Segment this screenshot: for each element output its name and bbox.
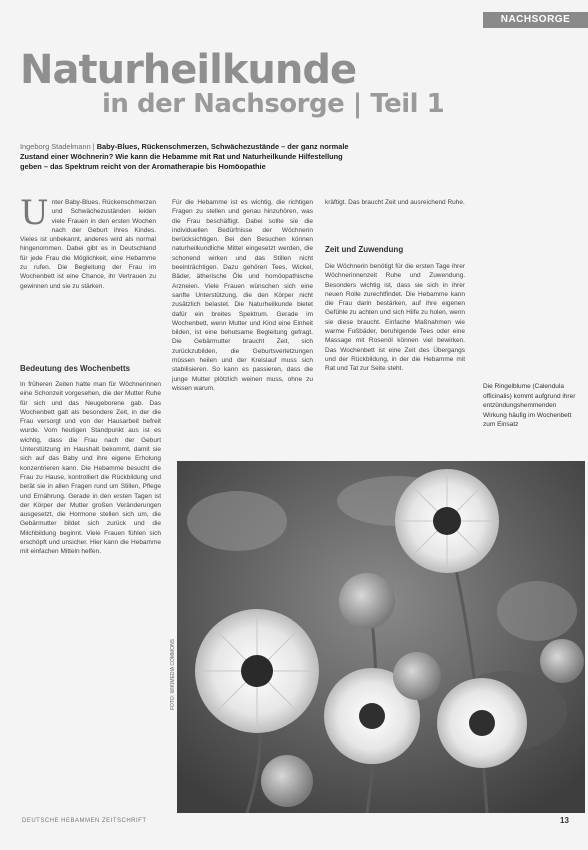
photo-credit: FOTO: WIKIMEDIA COMMONS — [170, 638, 176, 710]
column-1-body — [20, 380, 161, 804]
article-subtitle: in der Nachsorge | Teil 1 — [102, 89, 445, 119]
column-3-intro — [325, 198, 465, 220]
lead-text: Baby-Blues, Rückenschmerzen, Schwächezustände – der ganz normale Zustand einer Wöchnerin? Wie kann die Hebamme mit Rat und Naturheilkunde Hilfestellung geben – das Spektrum reicht von der Aromatherapie bis Homöopathie — [20, 142, 349, 171]
footer-journal: DEUTSCHE HEBAMMEN ZEITSCHRIFT — [22, 818, 147, 824]
section-tab: NACHSORGE — [483, 12, 588, 28]
subhead-bedeutung: Bedeutung des Wochenbetts — [20, 364, 131, 373]
lead-separator: | — [90, 142, 97, 151]
author-name: Ingeborg Stadelmann — [20, 142, 91, 151]
column-3-body-text: Die Wöchnerin benötigt für die ersten Tage ihrer Wöchnerinnenzeit Ruhe und Zuwendung. Besonders wichtig ist, dass sie sich in ihrer neuen Rolle zurechtfindet. Die Hebamme kann die Frau darin bestärken, auf ihre eigenen Gefühle zu achten und sich Hilfe zu holen, wenn sie diese braucht. Einfache Maßnahmen wie warme Fußbäder, beruhigende Tees oder eine Massage mit Rosenöl können viel bewirken. Das Wochenbett ist eine Zeit des Übergangs und der Rückbildung, in der die Hebamme mit Rat und Tat zur Seite steht. — [325, 263, 465, 373]
column-1-intro — [20, 198, 156, 338]
column-1-body-text: In früheren Zeiten hatte man für Wöchnerinnen eine Schonzeit vorgesehen, die der Mutter Ruhe für sich und das Neugeborene gab. Das Wochenbett galt als besondere Zeit, in der die Frau versorgt und von der Hausarbeit befreit wurde. Vom heutigen Standpunkt aus ist es wichtig, dass die Frau nach der Geburt Unterstützung im Haushalt bekommt, damit sie sich auf das Baby und ihre eigene Erholung konzentrieren kann. Die Hebamme besucht die Frau zu Hause, kontrolliert die Rückbildung und berät sie in allen Fragen rund um Stillen, Pflege und Ernährung. Gerade in den ersten Tagen ist der Körper der Mutter großen Veränderungen ausgesetzt, die Hormone stellen sich um, die Gebärmutter bildet sich zurück und die Milchbildung beginnt. Viele Frauen fühlen sich erschöpft und unsicher. Hier kann die Hebamme mit einfachen Mitteln helfen. — [20, 381, 161, 556]
photo-caption: Die Ringelblume (Calendula officinalis) kommt aufgrund ihrer entzündungshemmenden Wirkung häufig im Wochenbett zum Einsatz — [483, 383, 576, 428]
column-1-intro-text: nter Baby-Blues, Rückenschmerzen und Schwächezuständen leiden viele Frauen in den ersten Wochen nach der Geburt ihres Kindes. Vieles ist unbekannt, anderes wird als normal hingenommen. Dabei gibt es in Deutschland für jede Frau die Möglichkeit, eine Hebamme zu rufen. Die Begleitung der Frau im Wochenbett ist eine Chance, ihr Vertrauen zu gewinnen und sie zu stärken. — [20, 199, 156, 290]
column-3-body — [325, 262, 465, 452]
column-2-text: Für die Hebamme ist es wichtig, die richtigen Fragen zu stellen und genau hinzuhören, was die Frau beschäftigt. Dabei sollte sie die individuellen Bedürfnisse der Wöchnerin berücksichtigen. Bei den Besuchen können naturheilkundliche Mittel eingesetzt werden, die schonend wirken und das Stillen nicht beeinträchtigen. Dazu gehören Tees, Wickel, Bäder, ätherische Öle und homöopathische Arzneien. Viele Frauen wünschen sich eine sanfte Unterstützung, die den Körper nicht zusätzlich belastet. Die Naturheilkunde bietet dafür ein breites Spektrum. Gerade im Wochenbett, wenn Mutter und Kind eine Einheit bilden, ist eine behutsame Begleitung gefragt. Die Gebärmutter braucht Zeit, sich zurückzubilden, die Geburtsverletzungen müssen heilen und der Kreislauf muss sich stabilisieren. So kann es passieren, dass die junge Mutter plötzlich weinen muss, ohne zu wissen warum. — [172, 199, 313, 392]
column-2 — [172, 198, 313, 450]
dropcap: U — [20, 198, 49, 233]
calendula-photo — [177, 461, 585, 813]
page-number: 13 — [560, 816, 569, 825]
column-3-intro-text: kräftigt. Das braucht Zeit und ausreichend Ruhe. — [325, 199, 465, 206]
article-lead — [20, 142, 360, 172]
calendula-flowers-image — [177, 461, 585, 813]
article-title: Naturheilkunde — [20, 47, 357, 93]
subhead-zeit: Zeit und Zuwendung — [325, 245, 404, 254]
